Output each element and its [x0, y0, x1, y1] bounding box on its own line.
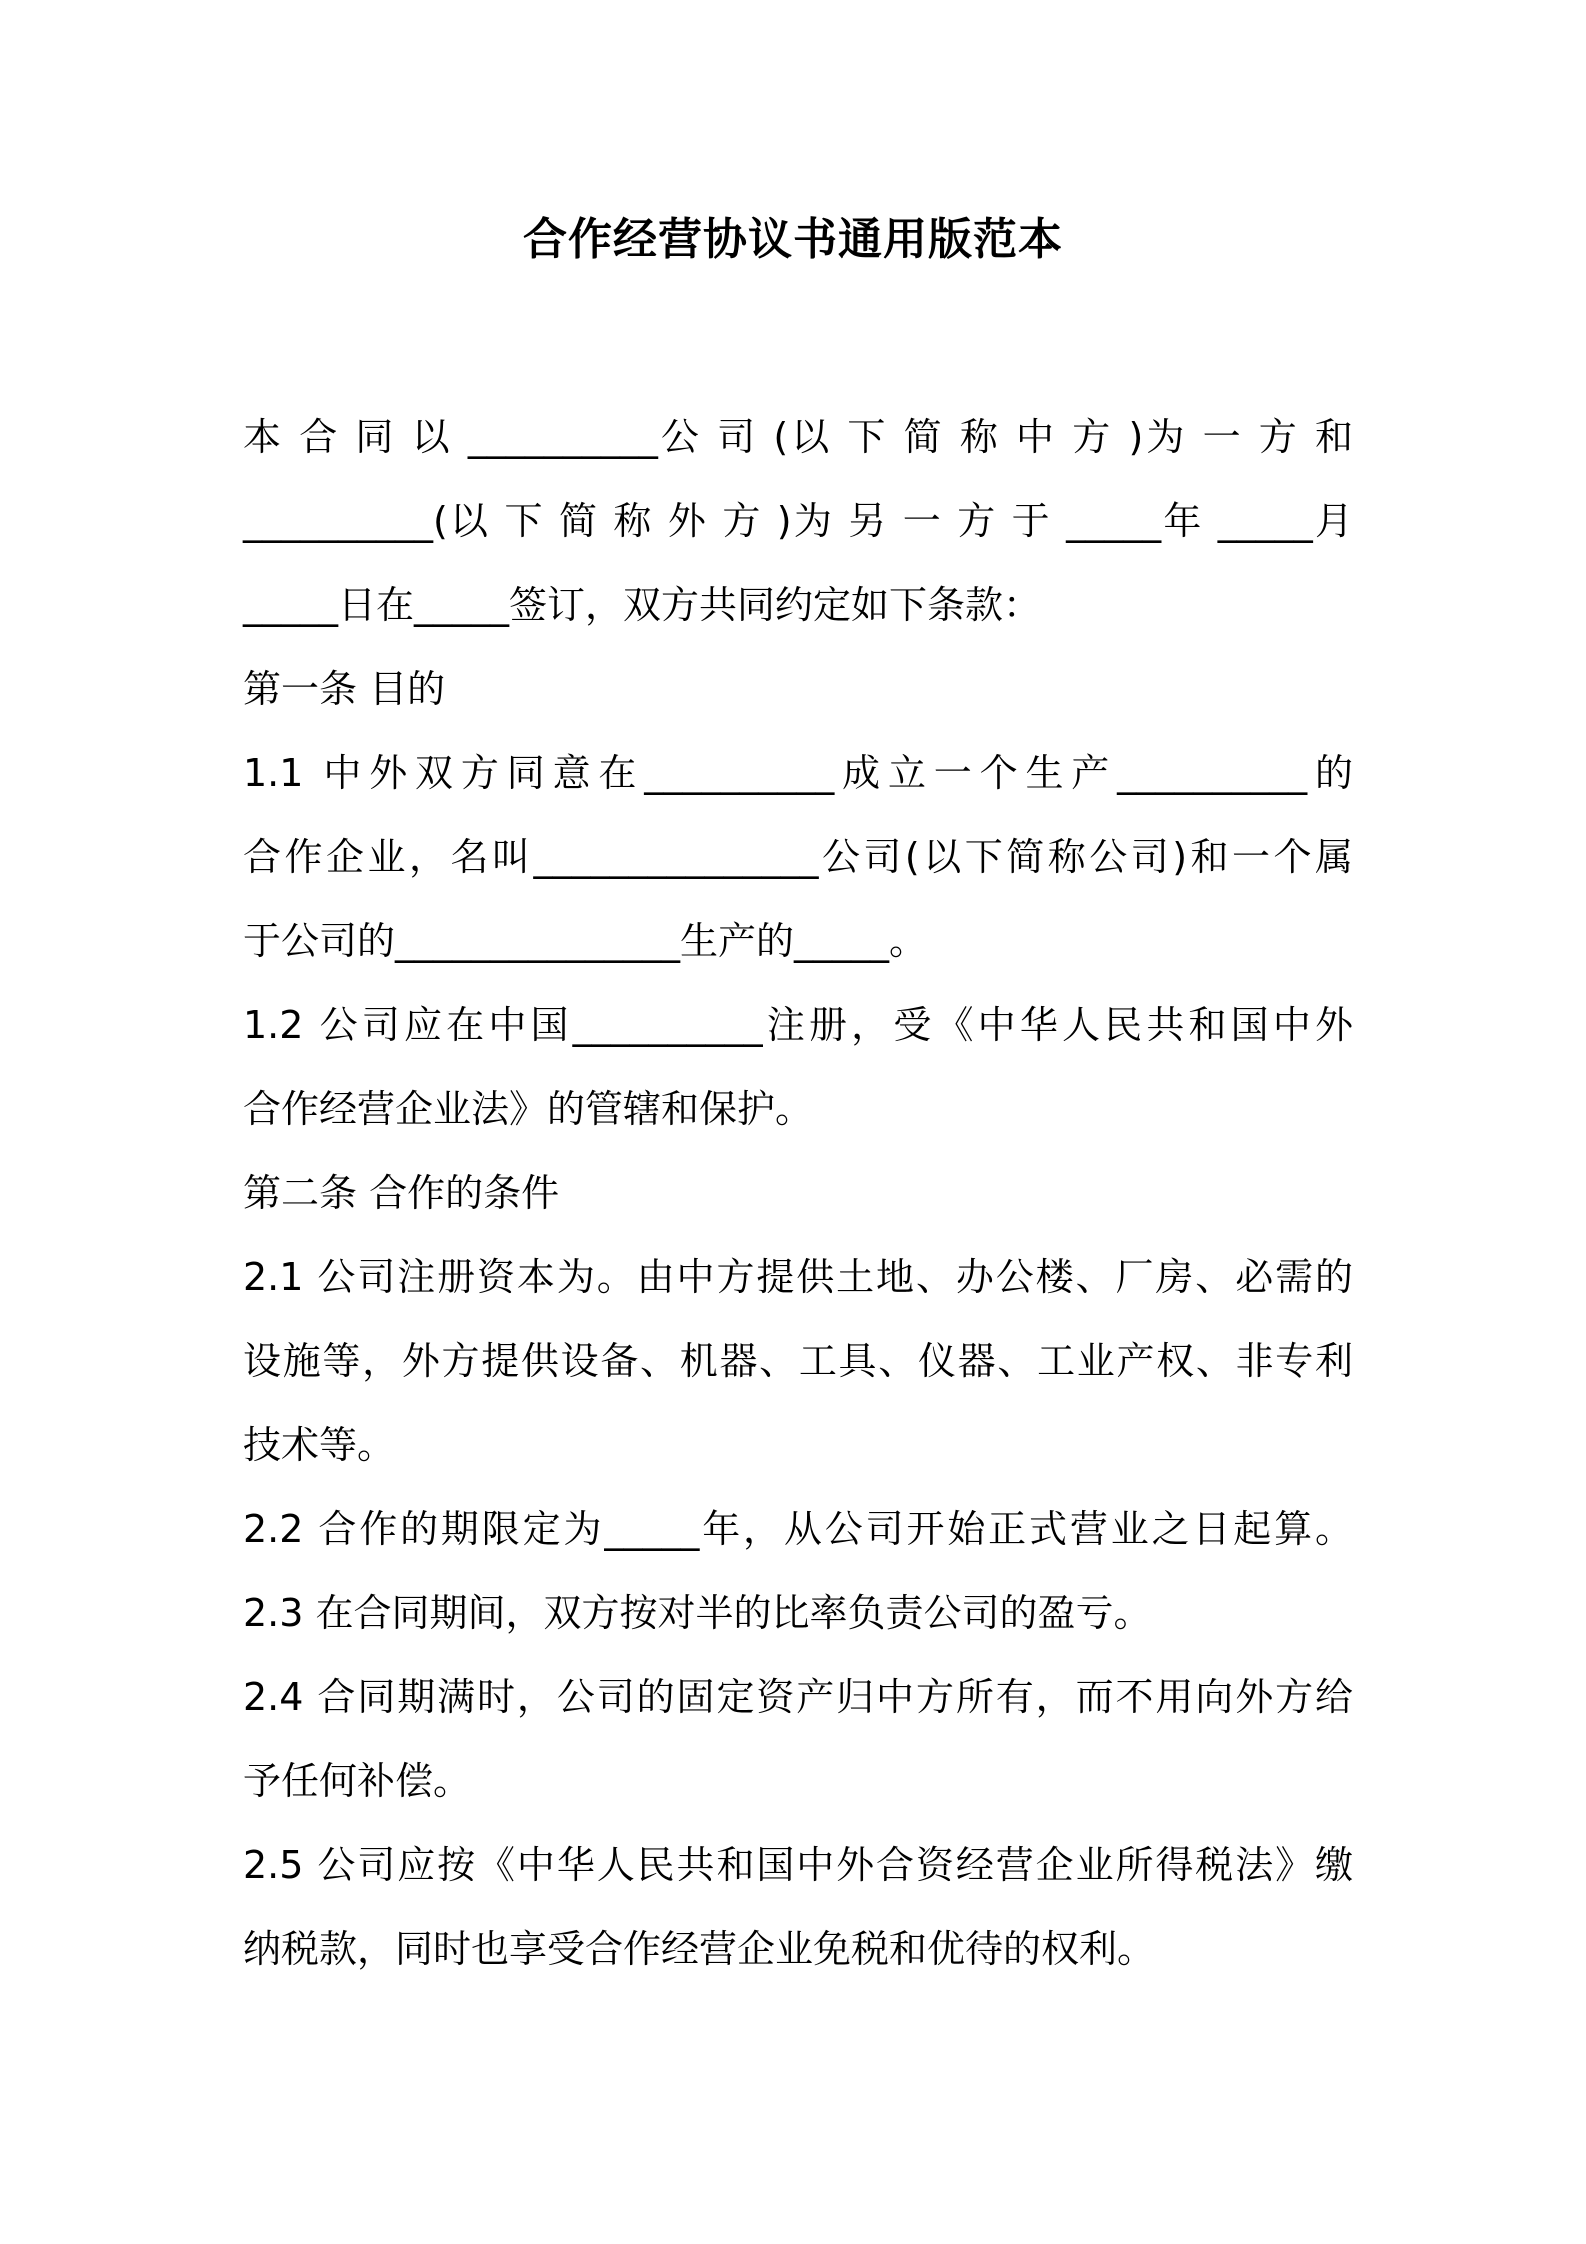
paragraph-line: 合作经营企业法》的管辖和保护。 — [243, 1087, 814, 1131]
paragraph-line: 2.5 公司应按《中华人民共和国中外合资经营企业所得税法》缴 — [243, 1843, 1353, 1887]
paragraph-line: 纳税款，同时也享受合作经营企业免税和优待的权利。 — [243, 1927, 1156, 1971]
section-heading: 第二条 合作的条件 — [243, 1171, 560, 1215]
paragraph-line: 予任何补偿。 — [243, 1759, 472, 1803]
paragraph-line: 2.3 在合同期间，双方按对半的比率负责公司的盈亏。 — [243, 1591, 1152, 1635]
paragraph-line: 2.2 合作的期限定为_____年，从公司开始正式营业之日起算。 — [243, 1507, 1353, 1551]
paragraph-line: 本 合 同 以 __________公 司 (以 下 简 称 中 方 )为 一 方 和 — [243, 415, 1353, 459]
paragraph-line: 1.1 中外双方同意在__________成立一个生产__________的 — [243, 751, 1353, 795]
paragraph-line: 1.2 公司应在中国__________注册，受《中华人民共和国中外 — [243, 1003, 1353, 1047]
paragraph-line: 于公司的_______________生产的_____。 — [243, 919, 928, 963]
paragraph-line: 2.1 公司注册资本为。由中方提供土地、办公楼、厂房、必需的 — [243, 1255, 1353, 1299]
paragraph-line: 2.4 合同期满时，公司的固定资产归中方所有，而不用向外方给 — [243, 1675, 1353, 1719]
paragraph-line: 设施等，外方提供设备、机器、工具、仪器、工业产权、非专利 — [243, 1339, 1353, 1383]
paragraph-line: _____日在_____签订，双方共同约定如下条款： — [243, 583, 1042, 627]
section-heading: 第一条 目的 — [243, 667, 446, 711]
document-title: 合作经营协议书通用版范本 — [523, 214, 1063, 265]
paragraph-line: 合作企业，名叫_______________公司(以下简称公司)和一个属 — [243, 835, 1353, 879]
paragraph-line: __________(以 下 简 称 外 方 )为 另 一 方 于 _____年 _____月 — [243, 499, 1353, 543]
paragraph-line: 技术等。 — [243, 1423, 396, 1467]
